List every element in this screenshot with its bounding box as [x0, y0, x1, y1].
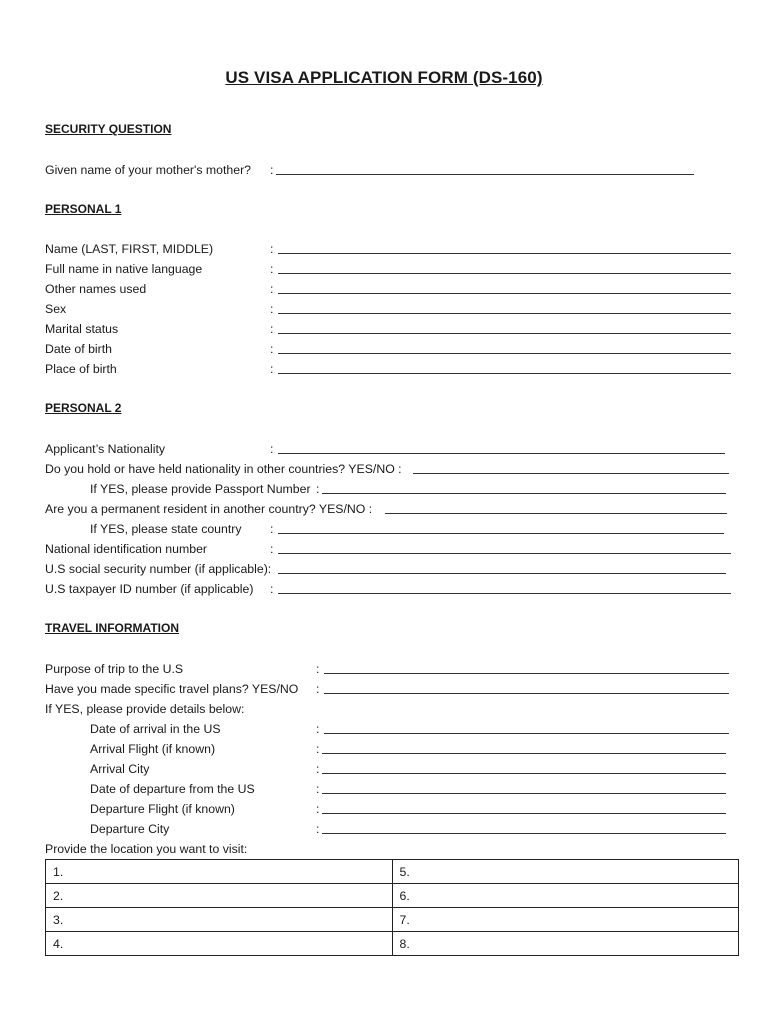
field-row-purpose: [45, 659, 735, 679]
field-colon: :: [270, 542, 274, 556]
field-row-locations-prompt: [45, 839, 735, 859]
field-row-national-id: [45, 539, 735, 559]
field-row-passport: [45, 479, 735, 499]
field-row-sex: [45, 299, 735, 319]
personal-1-heading: PERSONAL 1: [45, 202, 122, 216]
nationality-field[interactable]: [278, 453, 725, 454]
trip-purpose-field[interactable]: [324, 673, 729, 674]
field-label-permanent-resident: Are you a permanent resident in another country? YES/NO :: [45, 502, 373, 516]
field-colon: :: [316, 762, 320, 776]
field-row-travel-plans: [45, 679, 735, 699]
field-label-nationality: Applicant’s Nationality: [45, 442, 166, 456]
field-row-departure-city: [45, 819, 735, 839]
permanent-resident-field[interactable]: [385, 513, 727, 514]
locations-table: [45, 859, 739, 956]
field-row-name: [45, 239, 735, 259]
field-colon: :: [270, 282, 274, 296]
field-label-place-of-birth: Place of birth: [45, 362, 117, 376]
departure-date-field[interactable]: [322, 793, 726, 794]
table-row: [46, 884, 739, 908]
location-cell-3[interactable]: 3.: [46, 908, 393, 932]
field-colon: :: [316, 662, 320, 676]
field-label-native-name: Full name in native language: [45, 262, 203, 276]
details-intro-text: If YES, please provide details below:: [45, 702, 245, 716]
other-names-field[interactable]: [278, 293, 731, 294]
location-cell-6[interactable]: 6.: [392, 884, 739, 908]
field-colon: :: [316, 802, 320, 816]
field-colon: :: [270, 522, 274, 536]
field-label-departure-date: Date of departure from the US: [90, 782, 255, 796]
arrival-city-field[interactable]: [322, 773, 726, 774]
security-question-heading: SECURITY QUESTION: [45, 122, 172, 136]
field-row-arrival-flight: [45, 739, 735, 759]
taxpayer-id-field[interactable]: [278, 593, 731, 594]
field-label-other-names: Other names used: [45, 282, 147, 296]
location-cell-5[interactable]: 5.: [392, 860, 739, 884]
location-cell-4[interactable]: 4.: [46, 932, 393, 956]
travel-info-heading: TRAVEL INFORMATION: [45, 621, 179, 635]
field-colon: :: [270, 302, 274, 316]
field-label-other-nationality: Do you hold or have held nationality in other countries? YES/NO :: [45, 462, 402, 476]
field-label-ssn: U.S social security number (if applicable):: [45, 562, 272, 576]
form-title: US VISA APPLICATION FORM (DS-160): [225, 68, 543, 87]
field-label-sex: Sex: [45, 302, 67, 316]
arrival-flight-field[interactable]: [322, 753, 726, 754]
field-label-purpose: Purpose of trip to the U.S: [45, 662, 184, 676]
field-row-ssn: [45, 559, 735, 579]
field-label-taxpayer: U.S taxpayer ID number (if applicable): [45, 582, 254, 596]
field-row-details-intro: [45, 699, 735, 719]
field-row-arrival-city: [45, 759, 735, 779]
field-row-state-country: [45, 519, 735, 539]
field-colon: :: [316, 742, 320, 756]
field-label-travel-plans: Have you made specific travel plans? YES/NO: [45, 682, 299, 696]
field-row-other-nationality: [45, 459, 735, 479]
field-label-arrival-flight: Arrival Flight (if known): [90, 742, 216, 756]
security-question-label: Given name of your mother's mother?: [45, 163, 252, 177]
table-row: [46, 932, 739, 956]
field-colon: :: [270, 442, 274, 456]
departure-city-field[interactable]: [322, 833, 726, 834]
name-field[interactable]: [278, 253, 731, 254]
location-cell-8[interactable]: 8.: [392, 932, 739, 956]
sex-field[interactable]: [278, 313, 731, 314]
field-colon: :: [270, 242, 274, 256]
field-row-place-of-birth: [45, 359, 735, 379]
location-cell-1[interactable]: 1.: [46, 860, 393, 884]
field-row-marital-status: [45, 319, 735, 339]
table-row: [46, 908, 739, 932]
field-colon: :: [270, 322, 274, 336]
field-label-name: Name (LAST, FIRST, MIDDLE): [45, 242, 214, 256]
place-of-birth-field[interactable]: [278, 373, 731, 374]
marital-status-field[interactable]: [278, 333, 731, 334]
field-row-arrival-date: [45, 719, 735, 739]
field-colon: :: [270, 342, 274, 356]
state-country-field[interactable]: [278, 533, 724, 534]
field-label-marital-status: Marital status: [45, 322, 119, 336]
field-colon: :: [316, 822, 320, 836]
field-row-nationality: [45, 439, 735, 459]
field-colon: :: [270, 362, 274, 376]
field-colon: :: [316, 482, 320, 496]
field-row-departure-date: [45, 779, 735, 799]
field-label-arrival-city: Arrival City: [90, 762, 150, 776]
security-question-colon: :: [270, 163, 274, 177]
field-label-departure-city: Departure City: [90, 822, 170, 836]
ssn-field[interactable]: [278, 573, 726, 574]
field-row-taxpayer: [45, 579, 735, 599]
field-colon: :: [270, 582, 274, 596]
field-row-departure-flight: [45, 799, 735, 819]
field-label-national-id: National identification number: [45, 542, 208, 556]
arrival-date-field[interactable]: [324, 733, 729, 734]
passport-number-field[interactable]: [322, 493, 726, 494]
field-label-departure-flight: Departure Flight (if known): [90, 802, 235, 816]
field-label-arrival-date: Date of arrival in the US: [90, 722, 221, 736]
field-colon: :: [316, 782, 320, 796]
field-colon: :: [316, 682, 320, 696]
travel-plans-field[interactable]: [324, 693, 729, 694]
table-row: [46, 860, 739, 884]
personal-2-heading: PERSONAL 2: [45, 401, 122, 415]
security-question-row: [45, 160, 705, 180]
locations-prompt-text: Provide the location you want to visit:: [45, 842, 248, 856]
field-colon: :: [316, 722, 320, 736]
other-nationality-field[interactable]: [413, 473, 729, 474]
field-label-passport: If YES, please provide Passport Number: [90, 482, 311, 496]
departure-flight-field[interactable]: [322, 813, 726, 814]
security-answer-field[interactable]: [276, 174, 694, 175]
field-row-native-name: [45, 259, 735, 279]
field-row-date-of-birth: [45, 339, 735, 359]
date-of-birth-field[interactable]: [278, 353, 731, 354]
field-label-date-of-birth: Date of birth: [45, 342, 112, 356]
field-row-permanent-resident: [45, 499, 735, 519]
location-cell-7[interactable]: 7.: [392, 908, 739, 932]
national-id-field[interactable]: [278, 553, 731, 554]
location-cell-2[interactable]: 2.: [46, 884, 393, 908]
field-colon: :: [270, 262, 274, 276]
field-label-state-country: If YES, please state country: [90, 522, 242, 536]
field-row-other-names: [45, 279, 735, 299]
native-name-field[interactable]: [278, 273, 731, 274]
